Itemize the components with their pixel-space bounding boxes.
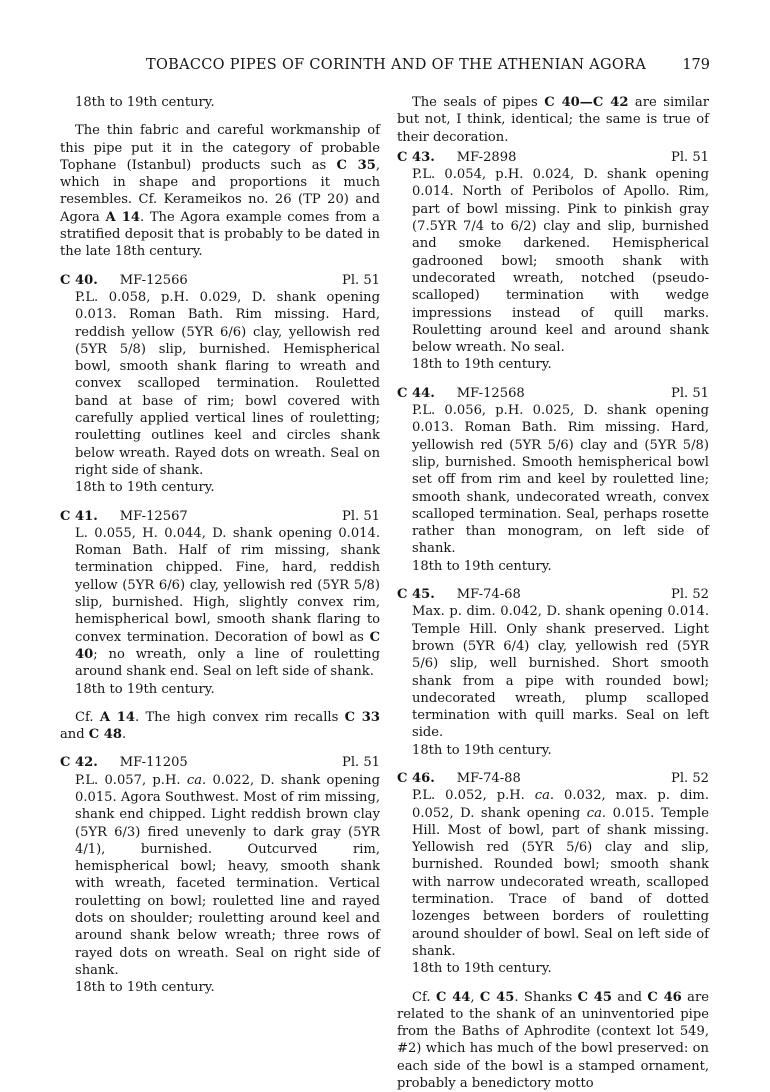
entry-description: P.L. 0.057, p.H. ca. 0.022, D. shank opening 0.015. Agora Southwest. Most of rim missing, shank end chipped. Light reddish brown clay (5YR 6/3) fired unevenly to dark gray (5YR 4/1), burnished. Outcurved rim, hemispherical bowl; heavy, smooth shank with wreath, faceted termination. Vertical rouletting on bowl; rouletted line and rayed dots on shoulder; rouletting around keel and around shank below wreath; three rows of rayed dots on wreath. Seal on right side of shank. — [75, 772, 380, 978]
plate-ref: Pl. 51 — [342, 508, 380, 524]
inventory-number: MF-11205 — [119, 755, 188, 771]
entry-date: 18th to 19th century. — [75, 681, 215, 697]
entry-heading — [397, 586, 709, 603]
entry-id: C 40. — [60, 272, 98, 288]
entry-date: 18th to 19th century. — [412, 558, 552, 574]
entry-description: P.L. 0.056, p.H. 0.025, D. shank opening 0.013. Roman Bath. Rim missing. Hard, yellowish red (5YR 5/6) clay and (5YR 5/8) slip, burnished. Smooth hemispherical bowl set off from rim and keel by rouletted line; smooth shank, undecorated wreath, convex scalloped termination. Seal, perhaps rosette rather than monogram, on left side of shank. — [412, 403, 709, 557]
page-header — [60, 57, 710, 79]
entry-description: P.L. 0.058, p.H. 0.029, D. shank opening 0.013. Roman Bath. Rim missing. Hard, reddish yellow (5YR 6/6) clay, yellowish red (5YR 5/8) slip, burnished. Hemispherical bowl, smooth shank flaring to wreath and convex scalloped termination. Rouletted band at base of rim; bowl covered with carefully applied vertical lines of rouletting; rouletting outlines keel and circles shank below wreath. Rayed dots on wreath. Seal on right side of shank. — [75, 289, 380, 478]
inventory-number: MF-74-68 — [456, 587, 521, 603]
catalog-entry-c42 — [60, 754, 380, 996]
left-column — [60, 94, 380, 997]
entry-id: C 42. — [60, 755, 98, 771]
intro-paragraph: The thin fabric and careful workmanship of this pipe put it in the category of probable Tophane (Istanbul) products such as C 35, which in shape and proportions it much resembles. Cf. Kerameikos no. 26 (TP 20) and Agora A 14. The Agora example comes from a stratified deposit that is probably to be dated in the late 18th century. — [60, 123, 380, 260]
catalog-ref: C 45 — [479, 989, 515, 1005]
plate-ref: Pl. 52 — [671, 587, 709, 603]
entry-date: 18th to 19th century. — [75, 980, 215, 996]
entry-date: 18th to 19th century. — [75, 480, 215, 496]
entry-date: 18th to 19th century. — [412, 742, 552, 758]
inventory-number: MF-74-88 — [456, 770, 521, 786]
entry-id: C 41. — [60, 508, 98, 524]
entry-heading — [397, 149, 709, 166]
note-paragraph: Cf. C 44, C 45. Shanks C 45 and C 46 are related to the shank of an uninventoried pipe from the Baths of Aphrodite (context lot 549, #2) which has much of the bowl preserved: on each side of the bowl is a stamped ornament, probably a benedictory motto — [397, 989, 709, 1092]
entry-heading — [60, 508, 380, 525]
entry-date: 18th to 19th century. — [412, 357, 552, 373]
plate-ref: Pl. 51 — [342, 755, 380, 771]
entry-description: P.L. 0.052, p.H. ca. 0.032, max. p. dim. 0.052, D. shank opening ca. 0.015. Temple Hill. Most of bowl, part of shank missing. Yellowish red (5YR 5/6) clay and slip, burnished. Rounded bowl; smooth shank with narrow undecorated wreath, scalloped termination. Trace of band of dotted lozenges between borders of rouletting around shoulder of bowl. Seal on left side of shank. — [412, 788, 709, 959]
entry-heading — [60, 272, 380, 289]
plate-ref: Pl. 51 — [671, 149, 709, 165]
entry-id: C 45. — [397, 587, 435, 603]
plate-ref: Pl. 51 — [671, 385, 709, 401]
catalog-ref: A 14 — [105, 209, 140, 225]
plate-ref: Pl. 51 — [342, 272, 380, 288]
catalog-ref: C 33 — [344, 709, 380, 725]
entry-description: L. 0.055, H. 0.044, D. shank opening 0.014. Roman Bath. Half of rim missing, shank termination chipped. Fine, hard, reddish yellow (5YR 6/6) clay, yellowish red (5YR 5/8) slip, burnished. High, slightly convex rim, hemispherical bowl, smooth shank flaring to convex termination. Decoration of bowl as C 40; no wreath, only a line of rouletting around shank end. Seal on left side of shank. — [75, 525, 380, 680]
catalog-entry-c45 — [397, 586, 709, 759]
entry-heading — [397, 770, 709, 787]
entry-heading — [60, 754, 380, 771]
entry-date: 18th to 19th century. — [412, 961, 552, 977]
catalog-ref: C 46 — [647, 989, 682, 1005]
catalog-entry-c41 — [60, 508, 380, 698]
catalog-ref: C 44 — [435, 989, 471, 1005]
entry-id: C 44. — [397, 385, 435, 401]
right-column — [397, 94, 709, 1092]
catalog-ref: C 40 — [544, 95, 580, 110]
inventory-number: MF-12566 — [119, 272, 188, 288]
plate-ref: Pl. 52 — [671, 770, 709, 786]
catalog-ref: C 45 — [577, 989, 612, 1005]
entry-id: C 43. — [397, 149, 435, 165]
inventory-number: MF-12568 — [456, 385, 525, 401]
catalog-entry-c44 — [397, 385, 709, 575]
catalog-entry-c43 — [397, 149, 709, 374]
inventory-number: MF-12567 — [119, 508, 188, 524]
catalog-ref: C 42 — [592, 95, 629, 110]
intro-paragraph: The seals of pipes C 40—C 42 are similar but not, I think, identical; the same is true of their decoration. — [397, 95, 710, 145]
note-paragraph: Cf. A 14. The high convex rim recalls C 33 and C 48. — [60, 709, 380, 743]
catalog-ref: C 48 — [88, 727, 122, 743]
entry-description: Max. p. dim. 0.042, D. shank opening 0.014. Temple Hill. Only shank preserved. Light brown (5YR 6/4) clay, yellowish red (5YR 5/6) slip, well burnished. Short smooth shank from a pipe with rounded bowl; undecorated wreath, plump scalloped termination with quill marks. Seal on left side. — [412, 604, 709, 741]
running-head: TOBACCO PIPES OF CORINTH AND OF THE ATHENIAN AGORA — [146, 57, 647, 73]
entry-id: C 46. — [397, 770, 435, 786]
page-number: 179 — [682, 57, 710, 73]
catalog-date: 18th to 19th century. — [75, 95, 215, 110]
inventory-number: MF-2898 — [456, 149, 517, 165]
catalog-entry-c46 — [397, 770, 709, 978]
catalog-entry-c40 — [60, 272, 380, 497]
entry-description: P.L. 0.054, p.H. 0.024, D. shank opening 0.014. North of Peribolos of Apollo. Rim, part of bowl missing. Pink to pinkish gray (7.5YR 7/4 to 6/2) clay and slip, burnished and smoke darkened. Hemispherical gadrooned bowl; smooth shank with undecorated wreath, notched (pseudo-scalloped) termination with wedge impressions instead of quill marks. Rouletting around keel and around shank below wreath. No seal. — [412, 167, 709, 356]
catalog-ref: A 14 — [99, 709, 135, 725]
catalog-ref: C 35 — [336, 157, 376, 173]
catalog-ref: C 40 — [75, 629, 380, 662]
entry-heading — [397, 385, 709, 402]
